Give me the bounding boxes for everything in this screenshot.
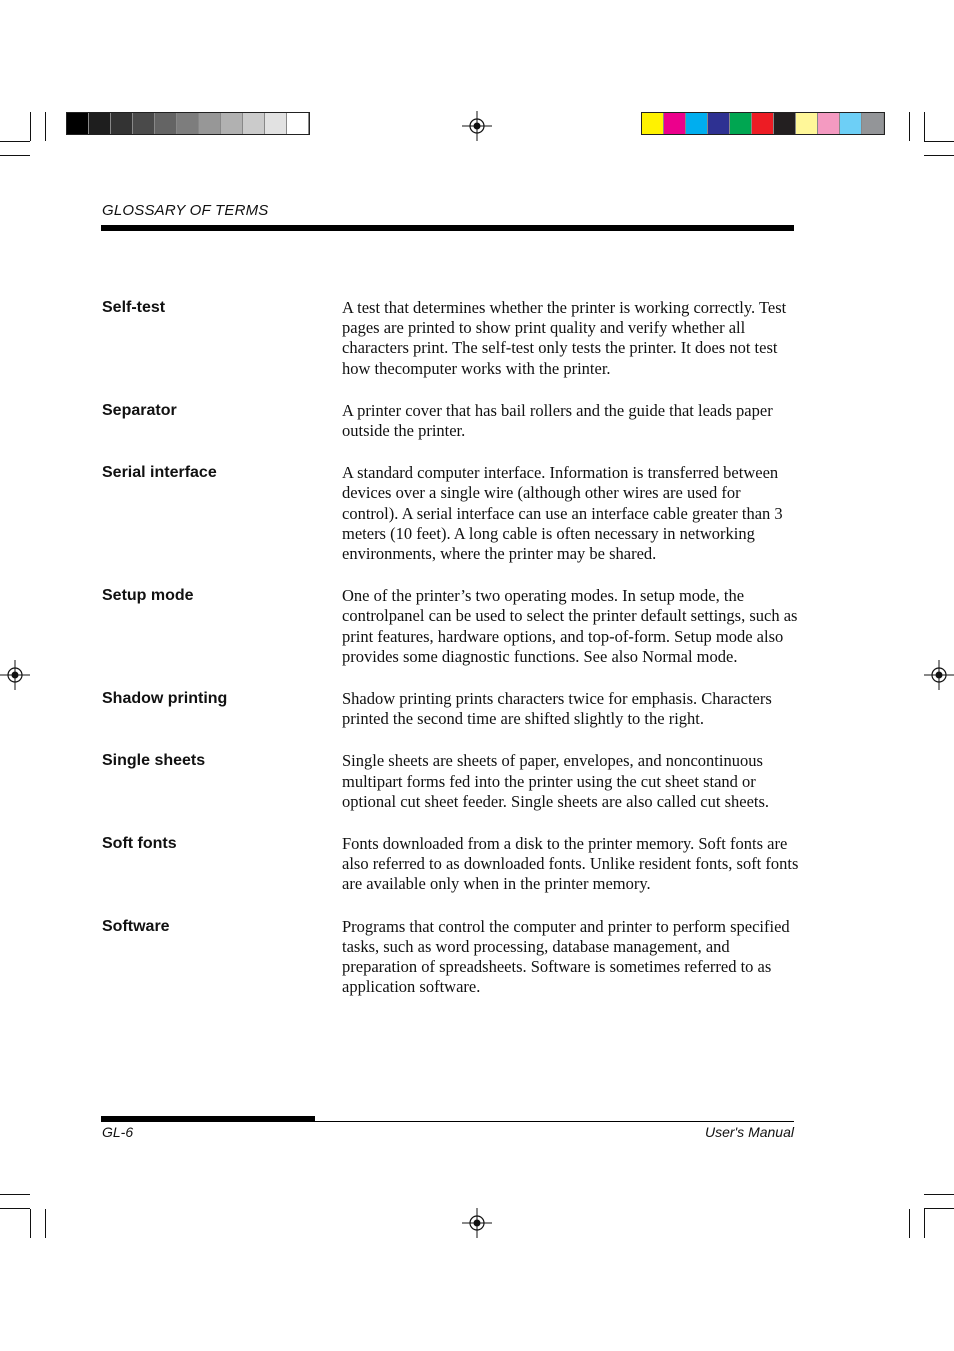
color-swatch	[133, 113, 155, 134]
color-swatch	[708, 113, 730, 134]
glossary-term: Software	[102, 917, 170, 935]
crop-mark	[30, 112, 31, 141]
crop-mark	[0, 1208, 30, 1209]
glossary-entry	[102, 399, 802, 441]
color-swatch	[686, 113, 708, 134]
glossary-term: Soft fonts	[102, 835, 177, 853]
color-swatch	[199, 113, 221, 134]
glossary-definition: A test that determines whether the printer is working correctly. Test pages are printed to show print quality and verify whether all characters print. The self-test only tests the printer. It does not test how thecomputer works with the printer.	[342, 298, 787, 378]
grayscale-color-bar	[66, 112, 310, 135]
crop-mark	[45, 1209, 46, 1238]
header-rule	[101, 225, 794, 231]
glossary-definition: A printer cover that has bail rollers and the guide that leads paper outside the printer.	[342, 400, 773, 441]
glossary-definition: A standard computer interface. Information is transferred between devices over a single wire (although other wires are used for control). A serial interface can use an interface cable greater than 3 meters (10 feet). A long cable is often necessary in networking environments, where the printer may be shared.	[342, 463, 783, 564]
color-swatch	[89, 113, 111, 134]
color-swatch	[177, 113, 199, 134]
glossary-entry	[102, 584, 802, 667]
crop-mark	[0, 141, 30, 142]
process-color-bar	[641, 112, 885, 135]
crop-mark	[924, 155, 954, 156]
color-swatch	[752, 113, 774, 134]
color-swatch	[243, 113, 265, 134]
color-swatch	[67, 113, 89, 134]
glossary-definition: Single sheets are sheets of paper, envelopes, and noncontinuous multipart forms fed into the printer using the cut sheet stand or optional cut sheet feeder. Single sheets are also called cut sheets.	[342, 751, 770, 811]
color-swatch	[862, 113, 884, 134]
registration-mark-icon	[924, 660, 954, 690]
glossary-term: Self-test	[102, 299, 166, 316]
page-number: GL-6	[102, 1124, 134, 1140]
manual-title: User's Manual	[704, 1124, 794, 1140]
crop-mark	[909, 1209, 910, 1238]
color-swatch	[155, 113, 177, 134]
crop-mark	[909, 112, 910, 141]
color-swatch	[840, 113, 862, 134]
registration-mark-icon	[0, 660, 30, 690]
color-swatch	[730, 113, 752, 134]
glossary-entry	[102, 296, 802, 379]
color-swatch	[818, 113, 840, 134]
glossary-term: Setup mode	[102, 587, 194, 605]
crop-mark	[0, 1194, 30, 1195]
crop-mark	[0, 155, 30, 156]
crop-mark	[924, 112, 925, 141]
glossary-term: Single sheets	[102, 752, 206, 770]
color-swatch	[111, 113, 133, 134]
glossary-entry	[102, 749, 802, 812]
glossary-definition: Shadow printing prints characters twice for emphasis. Characters printed the second time are shifted slightly to the right.	[342, 689, 772, 729]
glossary-term: Separator	[102, 401, 177, 419]
glossary-entry	[102, 687, 802, 729]
color-swatch	[642, 113, 664, 134]
crop-mark	[924, 1209, 925, 1238]
glossary-definition: Fonts downloaded from a disk to the printer memory. Soft fonts are also referred to as downloaded fonts. Unlike resident fonts, soft fonts are available only when in the printer memory.	[342, 834, 799, 894]
registration-mark-icon	[462, 111, 492, 141]
crop-mark	[924, 1208, 954, 1209]
glossary-definition: Programs that control the computer and printer to perform specified tasks, such as word processing, database management, and preparation of spreadsheets. Software is sometimes referred to as application software.	[342, 916, 790, 997]
registration-mark-icon	[462, 1208, 492, 1238]
glossary-entry	[102, 461, 802, 564]
glossary-definition: One of the printer’s two operating modes. In setup mode, the controlpanel can be used to select the printer default settings, such as print features, hardware options, and top-of-form. Setup mode also provides some diagnostic functions. See also Normal mode.	[342, 586, 798, 666]
color-swatch	[774, 113, 796, 134]
glossary-term: Shadow printing	[102, 690, 228, 708]
glossary-entry	[102, 832, 802, 895]
glossary-entry	[102, 915, 802, 998]
crop-mark	[45, 112, 46, 141]
glossary-list	[102, 296, 802, 1017]
color-swatch	[796, 113, 818, 134]
crop-mark	[924, 1194, 954, 1195]
color-swatch	[287, 113, 309, 134]
crop-mark	[924, 141, 954, 142]
crop-mark	[30, 1209, 31, 1238]
color-swatch	[221, 113, 243, 134]
running-head: GLOSSARY OF TERMS	[102, 202, 269, 219]
glossary-term: Serial interface	[102, 464, 217, 482]
footer-rule	[101, 1121, 794, 1122]
color-swatch	[265, 113, 287, 134]
color-swatch	[664, 113, 686, 134]
